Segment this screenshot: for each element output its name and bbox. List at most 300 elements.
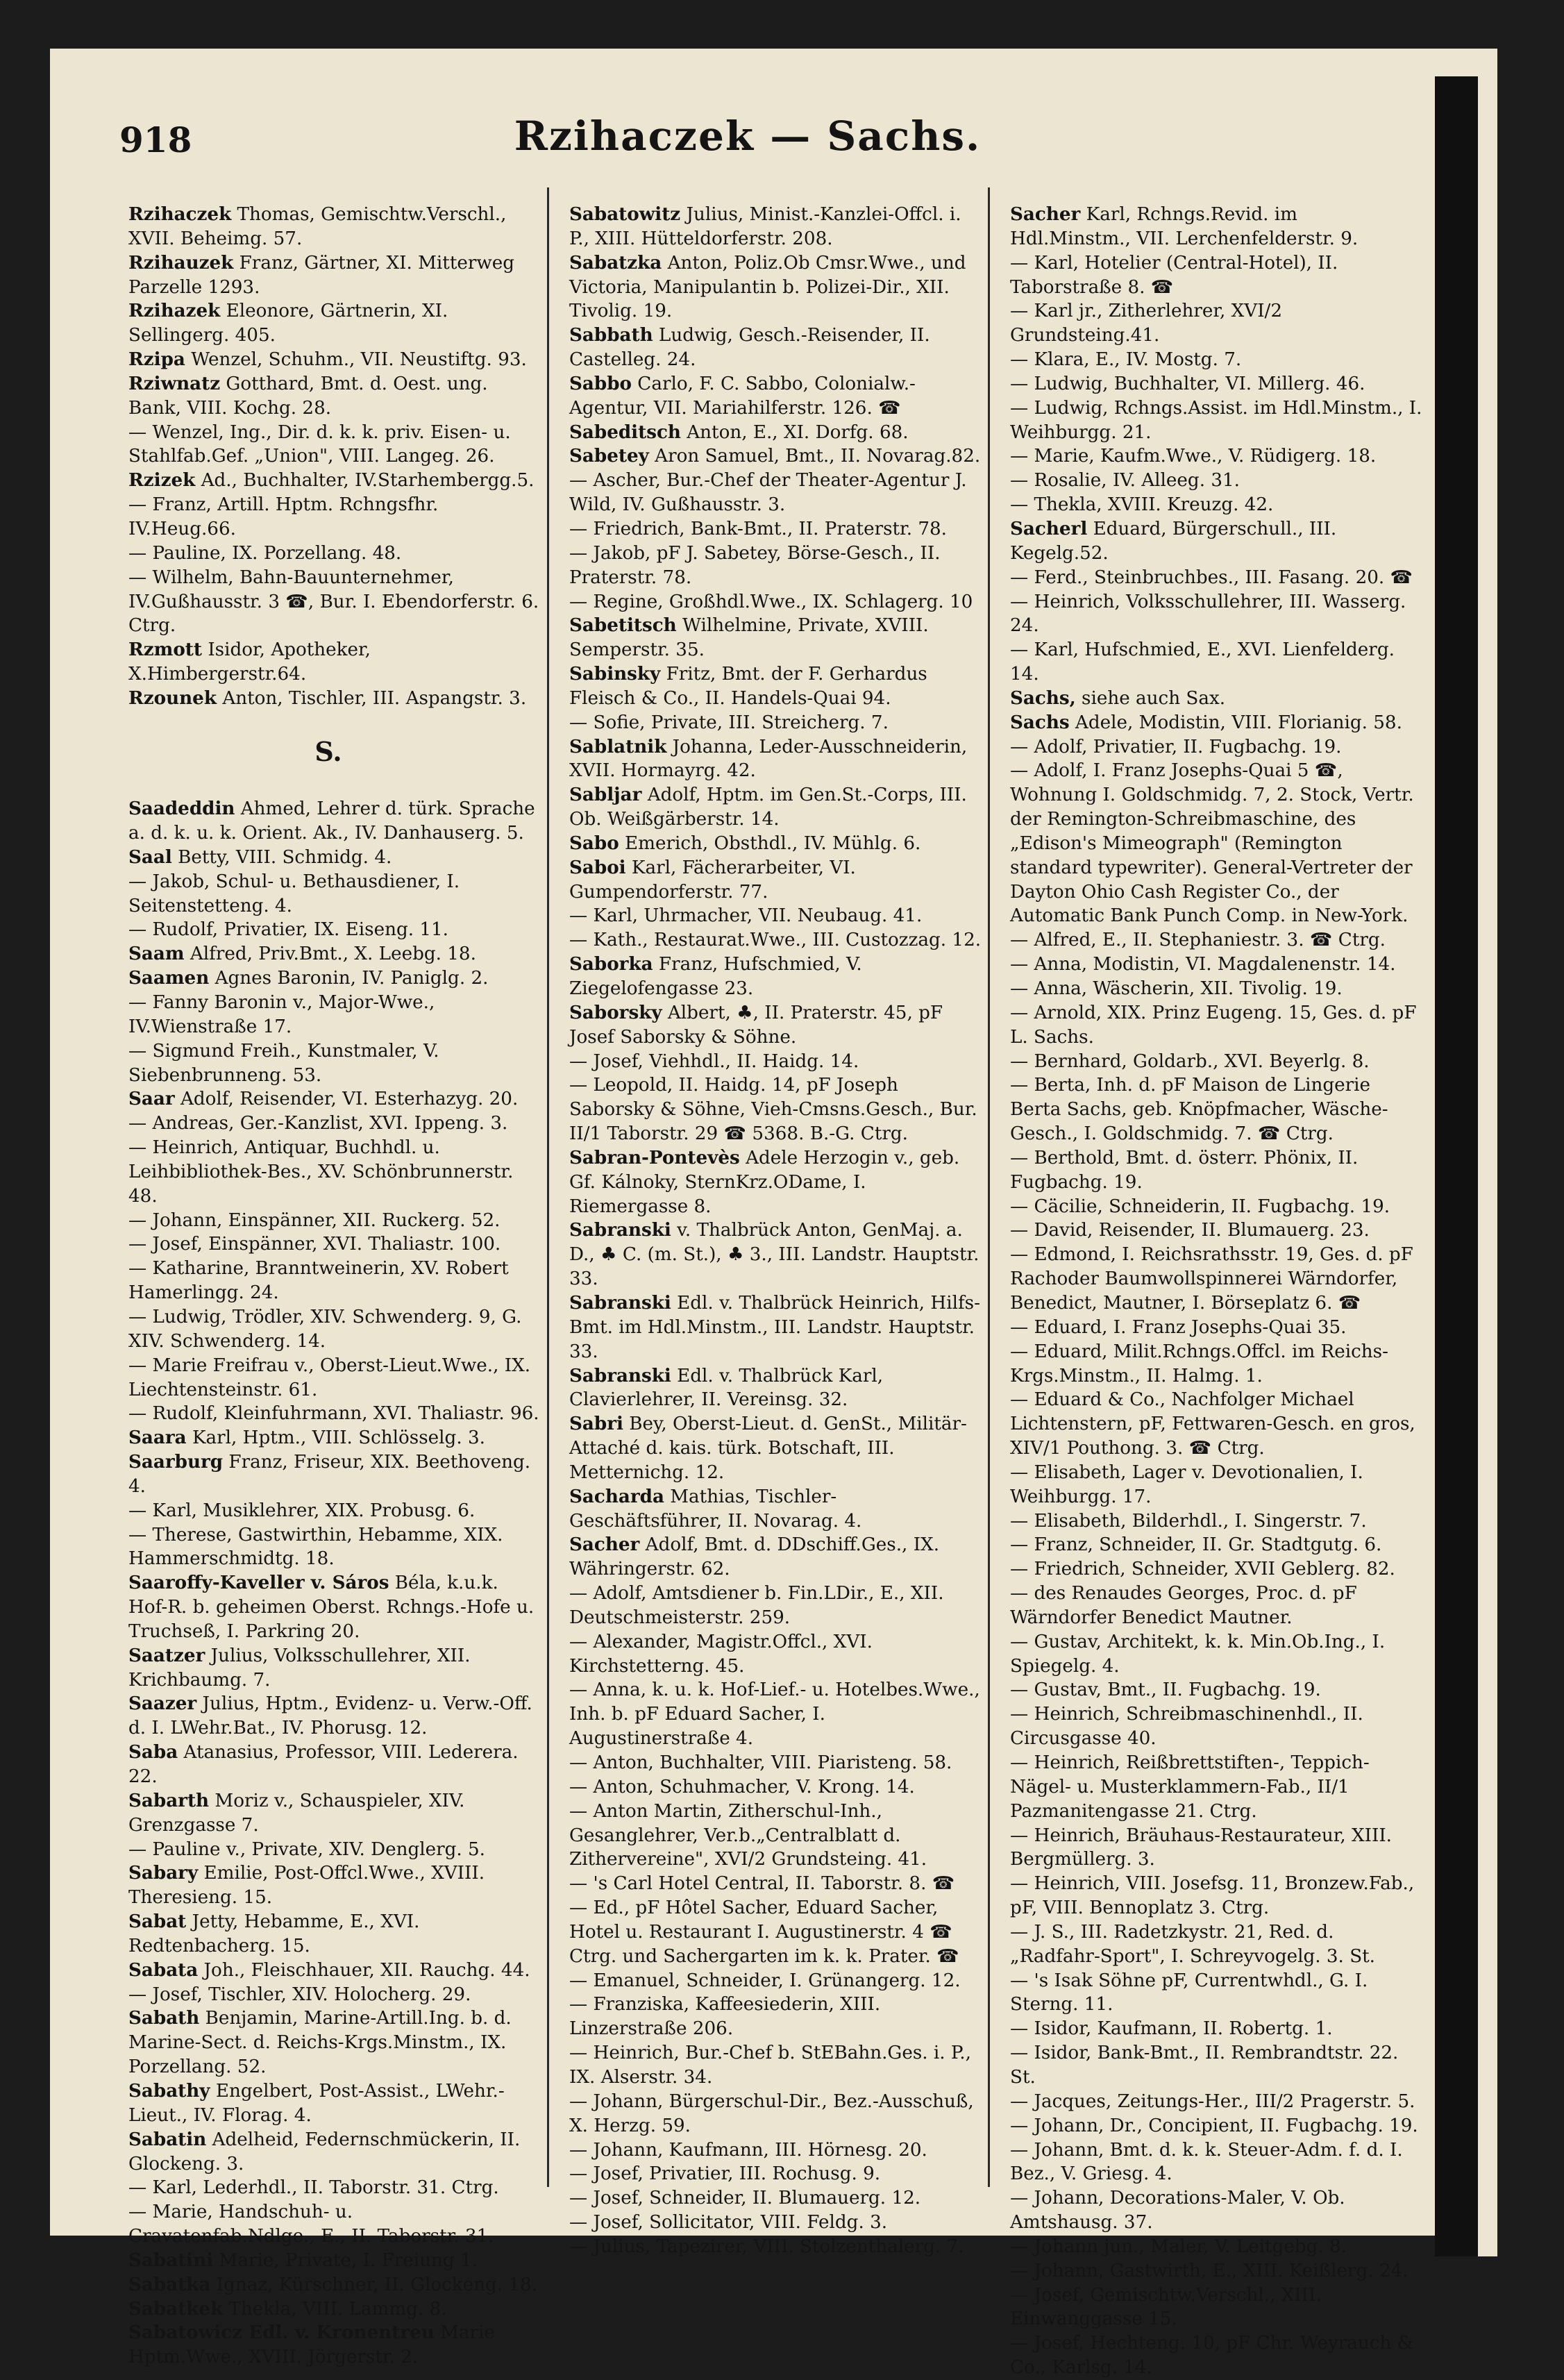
entry-details: — Josef, Hechteng. 10, pF Chr. Weyrauch & Co., Karlsg. 14. <box>1010 2333 1413 2379</box>
directory-entry <box>998 638 1422 687</box>
entry-details: — Heinrich, Antiquar, Buchhdl. u. Leihbibliothek-Bes., XV. Schönbrunnerstr. 48. <box>128 1137 514 1207</box>
directory-entry <box>116 542 541 566</box>
entry-details: — Alfred, E., II. Stephaniestr. 3. ☎ Ctrg. <box>1010 930 1386 951</box>
directory-entry <box>116 2249 541 2273</box>
entry-details: Eduard, Bürgerschull., III. Kegelg.52. <box>1010 518 1337 564</box>
entry-details: Bey, Oberst-Lieut. d. GenSt., Militär-Attaché d. kais. türk. Botschaft, III. Metternichg. 12. <box>569 1414 967 1483</box>
entry-details: — Elisabeth, Bilderhdl., I. Singerstr. 7. <box>1010 1510 1367 1532</box>
directory-entry <box>116 1741 541 1789</box>
entry-surname: Sabarth <box>128 1789 210 1811</box>
directory-entry <box>557 1582 982 1630</box>
entry-details: — Pauline, IX. Porzellang. 48. <box>128 542 402 564</box>
directory-entry <box>557 953 982 1001</box>
directory-entry <box>116 2297 541 2322</box>
entry-details: — Johann jun., Maler, V. Leitgebg. 8. <box>1010 2236 1347 2257</box>
directory-entry <box>998 2235 1422 2259</box>
entry-details: Edl. v. Thalbrück Heinrich, Hilfs-Bmt. im Hdl.Minstm., III. Landstr. Hauptstr. 33. <box>569 1292 980 1362</box>
entry-details: Isidor, Apotheker, X.Himbergerstr.64. <box>128 639 371 685</box>
directory-entry <box>998 735 1422 760</box>
entry-details: Alfred, Priv.Bmt., X. Leebg. 18. <box>184 944 476 965</box>
entry-surname: Sabatka <box>128 2273 211 2295</box>
directory-entry <box>998 711 1422 735</box>
column-1 <box>116 203 541 2368</box>
entry-surname: Sacher <box>569 1534 640 1556</box>
entry-details: — Adolf, Amtsdiener b. Fin.LDir., E., XII. Deutschmeisterstr. 259. <box>569 1583 944 1628</box>
entry-details: — Karl, Hufschmied, E., XVI. Lienfelderg. 14. <box>1010 639 1395 685</box>
entry-surname: Sabljar <box>569 784 642 806</box>
directory-entry <box>998 517 1422 566</box>
directory-entry <box>998 687 1422 711</box>
directory-entry <box>998 1751 1422 1824</box>
entry-surname: Sabatini <box>128 2249 214 2271</box>
directory-entry <box>116 2321 541 2370</box>
entry-surname: Saarburg <box>128 1451 224 1473</box>
entry-details: Julius, Hptm., Evidenz- u. Verw.-Off. d. I. LWehr.Bat., IV. Phorusg. 12. <box>128 1693 532 1739</box>
directory-entry <box>116 2006 541 2079</box>
entry-details: — Katharine, Branntweinerin, XV. Robert Hamerlingg. 24. <box>128 1258 509 1304</box>
entry-details: — Josef, Schneider, II. Blumauerg. 12. <box>569 2188 921 2209</box>
directory-entry <box>557 1001 982 1050</box>
directory-entry <box>557 662 982 711</box>
directory-entry <box>557 1630 982 1679</box>
entry-surname: Saatzer <box>128 1644 205 1666</box>
entry-details: — Heinrich, Reißbrettstiften-, Teppich-Nägel- u. Musterklammern-Fab., II/1 Pazmanitengasse 21. Ctrg. <box>1010 1752 1370 1822</box>
entry-details: Anton, Tischler, III. Aspangstr. 3. <box>217 687 527 709</box>
entry-details: Emilie, Post-Offcl.Wwe., XVIII. Theresieng. 15. <box>128 1863 485 1909</box>
entry-details: Gotthard, Bmt. d. Oest. ung. Bank, VIII. Kochg. 28. <box>128 373 488 419</box>
entry-details: — Wilhelm, Bahn-Bauunternehmer, IV.Gußhausstr. 3 ☎, Bur. I. Ebendorferstr. 6. Ctrg. <box>128 567 539 637</box>
entry-details: v. Thalbrück Anton, GenMaj. a. D., ♣ C. (m. St.), ♣ 3., III. Landstr. Hauptstr. 33. <box>569 1220 979 1290</box>
entry-surname: Sabranski <box>569 1291 671 1314</box>
running-head: Rzihaczek — Sachs. <box>514 112 982 160</box>
directory-entry <box>116 870 541 919</box>
entry-details: — Gustav, Bmt., II. Fugbachg. 19. <box>1010 1679 1321 1701</box>
entry-details: Franz, Gärtner, XI. Mitterweg Parzelle 1293. <box>128 252 515 298</box>
entry-details: Ahmed, Lehrer d. türk. Sprache a. d. k. u. k. Orient. Ak., IV. Danhauserg. 5. <box>128 798 535 844</box>
entry-details: Wenzel, Schuhm., VII. Neustiftg. 93. <box>185 349 527 371</box>
directory-entry <box>998 2090 1422 2114</box>
entry-surname: Sabatzka <box>569 251 662 274</box>
directory-entry <box>116 991 541 1039</box>
entry-details: Anton, Poliz.Ob Cmsr.Wwe., und Victoria, Manipulantin b. Polizei-Dir., XII. Tivolig. 19. <box>569 252 966 322</box>
entry-details: — Heinrich, Bur.-Chef b. StEBahn.Ges. i. P., IX. Alserstr. 34. <box>569 2043 971 2088</box>
directory-entry <box>998 2138 1422 2187</box>
entry-surname: Sabetey <box>569 445 649 467</box>
entry-surname: Sabbath <box>569 324 653 346</box>
directory-entry <box>998 1678 1422 1702</box>
entry-surname: Rzihauzek <box>128 251 234 274</box>
entry-surname: Saar <box>128 1088 175 1110</box>
entry-details: — Anna, k. u. k. Hof-Lief.- u. Hotelbes.Wwe., Inh. b. pF Eduard Sacher, I. Augustinerstraße 4. <box>569 1679 980 1750</box>
entry-details: — Ludwig, Buchhalter, VI. Millerg. 46. <box>1010 373 1365 394</box>
entry-details: — Cäcilie, Schneiderin, II. Fugbachg. 19. <box>1010 1196 1390 1217</box>
directory-entry <box>116 2079 541 2128</box>
entry-details: Johanna, Leder-Ausschneiderin, XVII. Hormayrg. 42. <box>569 736 968 782</box>
directory-entry <box>557 324 982 372</box>
directory-entry <box>116 566 541 639</box>
entry-details: — Isidor, Bank-Bmt., II. Rembrandtstr. 22. St. <box>1010 2043 1399 2088</box>
directory-entry <box>557 1678 982 1751</box>
entry-details: — Rudolf, Kleinfuhrmann, XVI. Thaliastr. 96. <box>128 1403 539 1425</box>
entry-details: — Johann, Bürgerschul-Dir., Bez.-Ausschuß, X. Herzg. 59. <box>569 2090 974 2136</box>
entry-details: Engelbert, Post-Assist., LWehr.-Lieut., IV. Florag. 4. <box>128 2080 505 2126</box>
entry-details: Jetty, Hebamme, E., XVI. Redtenbacherg. 15. <box>128 1911 420 1956</box>
entry-surname: Saadeddin <box>128 798 235 820</box>
entry-surname: Sabinsky <box>569 663 661 685</box>
entry-details: — Josef, Privatier, III. Rochusg. 9. <box>569 2163 881 2185</box>
directory-entry <box>557 590 982 614</box>
entry-details: — Friedrich, Bank-Bmt., II. Praterstr. 78. <box>569 518 947 539</box>
section-heading: S. <box>314 735 342 767</box>
entry-details: Franz, Friseur, XIX. Beethoveng. 4. <box>128 1452 531 1497</box>
directory-entry <box>998 590 1422 639</box>
entry-details: — Rudolf, Privatier, IX. Eiseng. 11. <box>128 919 449 941</box>
entry-details: — Johann, Kaufmann, III. Hörnesg. 20. <box>569 2139 927 2161</box>
entry-surname: Saba <box>128 1741 178 1763</box>
entry-details: — Karl, Hotelier (Central-Hotel), II. Taborstraße 8. ☎ <box>1010 252 1338 298</box>
directory-entry <box>998 1195 1422 1219</box>
entry-details: Marie Hptm.Wwe., XVIII. Jörgerstr. 2. <box>128 2322 495 2368</box>
directory-entry <box>116 372 541 421</box>
entry-details: — Therese, Gastwirthin, Hebamme, XIX. Hammerschmidtg. 18. <box>128 1524 503 1570</box>
entry-details: — Johann, Einspänner, XII. Ruckerg. 52. <box>128 1209 501 1231</box>
entry-details: Moriz v., Schauspieler, XIV. Grenzgasse 7. <box>128 1790 465 1836</box>
entry-details: — Isidor, Kaufmann, II. Robertg. 1. <box>1010 2018 1333 2040</box>
entry-surname: Saborka <box>569 953 653 975</box>
directory-entry <box>557 928 982 953</box>
directory-entry <box>116 1983 541 2007</box>
entry-details: — Julius, Tapezirer, VIII. Stolzenthalerg. 7. <box>569 2236 964 2257</box>
entry-details: — Berta, Inh. d. pF Maison de Lingerie Berta Sachs, geb. Knöpfmacher, Wäsche-Gesch., I. Goldschmidg. 7. ☎ Ctrg. <box>1010 1075 1388 1145</box>
directory-entry <box>998 2114 1422 2138</box>
entry-details: Julius, Volksschullehrer, XII. Krichbaumg. 7. <box>128 1645 471 1691</box>
directory-entry <box>116 1402 541 1426</box>
directory-entry <box>998 2041 1422 2090</box>
page-header <box>50 111 1445 174</box>
entry-details: Adele, Modistin, VIII. Florianig. 58. <box>1069 712 1402 733</box>
directory-entry <box>557 421 982 445</box>
entry-surname: Sabary <box>128 1862 199 1884</box>
directory-entry <box>557 1364 982 1413</box>
directory-entry <box>116 1305 541 1354</box>
page-number: 918 <box>119 119 192 160</box>
directory-entry <box>998 348 1422 372</box>
entry-surname: Rzipa <box>128 349 185 371</box>
directory-entry <box>557 1073 982 1146</box>
directory-entry <box>557 2162 982 2186</box>
entry-details: — Johann, Bmt. d. k. k. Steuer-Adm. f. d. I. Bez., V. Griesg. 4. <box>1010 2139 1403 2185</box>
directory-entry <box>557 735 982 784</box>
entry-details: Betty, VIII. Schmidg. 4. <box>171 846 392 868</box>
directory-entry <box>116 1136 541 1209</box>
directory-entry <box>557 904 982 928</box>
directory-entry <box>557 517 982 542</box>
directory-entry <box>998 928 1422 953</box>
directory-page <box>50 49 1497 2379</box>
directory-entry <box>116 1257 541 1305</box>
entry-details: — Anton Martin, Zitherschul-Inh., Gesanglehrer, Ver.b.„Centralblatt d. Zithervereine", XVI/2 Grundsteing. 41. <box>569 1800 927 1870</box>
entry-details: — Heinrich, VIII. Josefsg. 11, Bronzew.Fab., pF, VIII. Bennoplatz 3. Ctrg. <box>1010 1873 1415 1919</box>
entry-details: Adolf, Bmt. d. DDschiff.Ges., IX. Währingerstr. 62. <box>569 1534 940 1580</box>
entry-surname: Rzihaczek <box>128 203 232 225</box>
entry-details: Albert, ♣, II. Praterstr. 45, pF Josef Saborsky & Söhne. <box>569 1002 943 1048</box>
directory-entry <box>998 1001 1422 1050</box>
entry-details: Eleonore, Gärtnerin, XI. Sellingerg. 405. <box>128 301 448 346</box>
entry-surname: Rzihazek <box>128 300 221 322</box>
directory-entry <box>116 1087 541 1112</box>
directory-entry <box>557 1533 982 1582</box>
entry-details: — Ludwig, Rchngs.Assist. im Hdl.Minstm., I. Weihburgg. 21. <box>1010 397 1422 443</box>
entry-surname: Sabata <box>128 1959 199 1981</box>
entry-details: — Gustav, Architekt, k. k. Min.Ob.Ing., I. Spiegelg. 4. <box>1010 1631 1386 1677</box>
entry-details: — Heinrich, Schreibmaschinenhdl., II. Circusgasse 40. <box>1010 1704 1363 1750</box>
entry-surname: Saaroffy-Kaveller v. Sáros <box>128 1572 389 1594</box>
entry-details: — 's Isak Söhne pF, Currentwhdl., G. I. Sterng. 11. <box>1010 1970 1368 2016</box>
entry-details: — Emanuel, Schneider, I. Grünangerg. 12. <box>569 1970 961 1991</box>
directory-entry <box>998 953 1422 977</box>
entry-details: — Heinrich, Bräuhaus-Restaurateur, XIII. Bergmüllerg. 3. <box>1010 1825 1393 1870</box>
directory-entry <box>998 2259 1422 2283</box>
entry-details: — Karl, Uhrmacher, VII. Neubaug. 41. <box>569 905 923 927</box>
entry-details: — Leopold, II. Haidg. 14, pF Joseph Saborsky & Söhne, Vieh-Cmsns.Gesch., Bur. II/1 Taborstr. 29 ☎ 5368. B.-G. Ctrg. <box>569 1075 977 1145</box>
column-3 <box>998 203 1422 2379</box>
entry-details: Adelheid, Federnschmückerin, II. Glockeng. 3. <box>128 2129 521 2174</box>
directory-entry <box>557 1291 982 1364</box>
adjacent-page-strip <box>1478 76 1497 2256</box>
directory-entry <box>557 856 982 905</box>
entry-details: — Johann, Gastwirth, E., XIII. Keißlerg. 24. <box>1010 2260 1409 2281</box>
entry-details: — Kath., Restaurat.Wwe., III. Custozzag. 12. <box>569 930 982 951</box>
directory-entry <box>998 1630 1422 1679</box>
directory-entry <box>116 1910 541 1959</box>
entry-details: — Alexander, Magistr.Offcl., XVI. Kirchstetterng. 45. <box>569 1631 873 1677</box>
entry-details: Ludwig, Gesch.-Reisender, II. Castelleg. 24. <box>569 325 930 371</box>
entry-details: Carlo, F. C. Sabbo, Colonialw.-Agentur, VII. Mariahilferstr. 126. ☎ <box>569 373 916 419</box>
entry-details: Ignaz, Kürschner, II. Glockeng. 18. <box>210 2274 538 2295</box>
directory-entry <box>998 1533 1422 1557</box>
entry-details: — Eduard, I. Franz Josephs-Quai 35. <box>1010 1316 1347 1338</box>
entry-surname: Sabran-Pontevès <box>569 1146 740 1168</box>
entry-details: — Sigmund Freih., Kunstmaler, V. Siebenbrunneng. 53. <box>128 1040 439 1086</box>
directory-entry <box>116 203 541 251</box>
entry-surname: Sabranski <box>569 1219 671 1241</box>
entry-surname: Rzmott <box>128 639 203 661</box>
directory-entry <box>557 1751 982 1775</box>
entry-details: Adolf, Hptm. im Gen.St.-Corps, III. Ob. Weißgärberstr. 14. <box>569 785 967 830</box>
directory-entry <box>557 2138 982 2163</box>
entry-details: Thomas, Gemischtw.Verschl., XVII. Beheimg. 57. <box>128 204 507 249</box>
entry-details: — Karl jr., Zitherlehrer, XVI/2 Grundsteing.41. <box>1010 301 1283 346</box>
directory-entry <box>998 251 1422 300</box>
entry-details: — Fanny Baronin v., Major-Wwe., IV.Wienstraße 17. <box>128 992 435 1037</box>
directory-entry <box>116 1039 541 1088</box>
column-2 <box>557 203 982 2257</box>
directory-entry <box>998 1050 1422 1074</box>
directory-entry <box>116 1523 541 1572</box>
entry-surname: Sabeditsch <box>569 421 681 443</box>
entry-surname: Sabatin <box>128 2128 207 2150</box>
directory-entry <box>557 614 982 662</box>
column-rule <box>988 187 990 2187</box>
entry-details: Mathias, Tischler-Geschäftsführer, II. Novarag. 4. <box>569 1486 862 1532</box>
entry-surname: Rzizek <box>128 469 196 492</box>
entry-details: — Heinrich, Volksschullehrer, III. Wasserg. 24. <box>1010 591 1406 637</box>
directory-entry <box>998 372 1422 396</box>
directory-entry <box>116 638 541 687</box>
entry-details: Karl, Rchngs.Revid. im Hdl.Minstm., VII. Lerchenfelderstr. 9. <box>1010 204 1359 249</box>
directory-entry <box>116 2176 541 2200</box>
entry-details: — Eduard, Milit.Rchngs.Offcl. im Reichs-Krgs.Minstm., II. Halmg. 1. <box>1010 1341 1388 1386</box>
directory-entry <box>557 1485 982 1534</box>
entry-details: — Jacques, Zeitungs-Her., III/2 Pragerstr. 5. <box>1010 2090 1415 2112</box>
entry-details: Fritz, Bmt. der F. Gerhardus Fleisch & Co., II. Handels-Quai 94. <box>569 664 927 709</box>
directory-entry <box>116 2128 541 2177</box>
directory-entry <box>557 2041 982 2090</box>
directory-entry <box>998 1582 1422 1630</box>
entry-details: Ad., Buchhalter, IV.Starhembergg.5. <box>195 470 535 492</box>
directory-entry <box>116 493 541 542</box>
entry-details: — Thekla, XVIII. Kreuzg. 42. <box>1010 494 1274 516</box>
directory-entry <box>998 1969 1422 2018</box>
entry-details: — Johann, Decorations-Maler, V. Ob. Amtshausg. 37. <box>1010 2188 1345 2234</box>
directory-entry <box>116 942 541 966</box>
entry-details: Anton, E., XI. Dorfg. 68. <box>680 421 909 443</box>
directory-entry <box>116 1426 541 1450</box>
entry-details: — Franziska, Kaffeesiederin, XIII. Linzerstraße 206. <box>569 1994 881 2040</box>
directory-entry <box>557 711 982 735</box>
directory-entry <box>557 1218 982 1291</box>
directory-entry <box>116 2200 541 2249</box>
entry-details: — Marie, Handschuh- u. Cravatenfab.Ndlge., E., II. Taborstr. 31. <box>128 2202 494 2247</box>
entry-details: — Berthold, Bmt. d. österr. Phönix, II. Fugbachg. 19. <box>1010 1147 1359 1193</box>
column-rule <box>547 187 549 2187</box>
directory-entry <box>116 1789 541 1838</box>
entry-details: Béla, k.u.k. Hof-R. b. geheimen Oberst. Rchngs.-Hofe u. Truchseß, I. Parkring 20. <box>128 1573 535 1642</box>
directory-entry <box>557 1969 982 1993</box>
directory-entry <box>557 1775 982 1800</box>
entry-surname: Sabath <box>128 2007 200 2029</box>
entry-surname: Sabranski <box>569 1364 671 1386</box>
entry-details: — Josef, Sollicitator, VIII. Feldg. 3. <box>569 2212 888 2234</box>
directory-entry <box>998 2283 1422 2332</box>
entry-surname: Saboi <box>569 856 626 878</box>
directory-entry <box>998 1316 1422 1340</box>
directory-entry <box>557 203 982 251</box>
entry-details: — des Renaudes Georges, Proc. d. pF Wärndorfer Benedict Mautner. <box>1010 1583 1357 1628</box>
entry-surname: Sabatowitz <box>569 203 681 225</box>
directory-entry <box>998 396 1422 445</box>
entry-details: — Marie, Kaufm.Wwe., V. Rüdigerg. 18. <box>1010 446 1377 467</box>
entry-details: — Bernhard, Goldarb., XVI. Beyerlg. 8. <box>1010 1050 1370 1072</box>
directory-entry <box>116 1499 541 1523</box>
entry-details: Karl, Hptm., VIII. Schlösselg. 3. <box>186 1427 485 1449</box>
directory-entry <box>116 1838 541 1862</box>
directory-entry <box>998 1340 1422 1389</box>
entry-details: Adele Herzogin v., geb. Gf. Kálnoky, SternKrz.ODame, I. Riemergasse 8. <box>569 1147 960 1217</box>
directory-entry <box>998 1702 1422 1751</box>
directory-entry <box>998 203 1422 251</box>
entry-details: — Elisabeth, Lager v. Devotionalien, I. Weihburgg. 17. <box>1010 1461 1363 1507</box>
directory-entry <box>116 1232 541 1257</box>
entry-surname: Sabatkek <box>128 2297 224 2320</box>
directory-entry <box>998 1218 1422 1243</box>
entry-details: — Jakob, pF J. Sabetey, Börse-Gesch., II. Praterstr. 78. <box>569 542 941 588</box>
entry-surname: Sabetitsch <box>569 614 677 637</box>
directory-entry <box>557 1146 982 1219</box>
directory-entry <box>116 687 541 711</box>
entry-details: — Ferd., Steinbruchbes., III. Fasang. 20. ☎ <box>1010 567 1413 588</box>
entry-details: Adolf, Reisender, VI. Esterhazyg. 20. <box>174 1089 519 1110</box>
entry-details: Karl, Fächerarbeiter, VI. Gumpendorferstr. 77. <box>569 857 856 903</box>
directory-entry <box>116 251 541 300</box>
entry-surname: Sacherl <box>1010 517 1088 539</box>
entry-details: Atanasius, Professor, VIII. Lederera. 22. <box>128 1742 519 1787</box>
entry-details: Edl. v. Thalbrück Karl, Clavierlehrer, II. Vereinsg. 32. <box>569 1365 884 1411</box>
entry-details: — Anton, Buchhalter, VIII. Piaristeng. 58. <box>569 1752 952 1773</box>
entry-details: — Ascher, Bur.-Chef der Theater-Agentur J. Wild, IV. Gußhausstr. 3. <box>569 470 967 516</box>
entry-details: — Regine, Großhdl.Wwe., IX. Schlagerg. 10 <box>569 591 973 612</box>
entry-details: — 's Carl Hotel Central, II. Taborstr. 8. ☎ <box>569 1873 955 1895</box>
entry-details: — Arnold, XIX. Prinz Eugeng. 15, Ges. d. pF L. Sachs. <box>1010 1002 1417 1048</box>
directory-entry <box>998 469 1422 493</box>
directory-entry <box>557 251 982 324</box>
directory-entry <box>116 421 541 469</box>
entry-details: — Josef, Gemischtw.Verschl., XIII. Einwanggasse 15. <box>1010 2284 1322 2330</box>
entry-surname: Sabbo <box>569 372 632 394</box>
directory-entry <box>998 1388 1422 1461</box>
entry-surname: Sabatowicz Edl. v. Kronentreu <box>128 2322 435 2344</box>
entry-surname: Sabathy <box>128 2079 210 2102</box>
entry-details: — Karl, Lederhdl., II. Taborstr. 31. Ctrg. <box>128 2177 499 2199</box>
directory-entry <box>116 1692 541 1741</box>
entry-details: — Marie Freifrau v., Oberst-Lieut.Wwe., IX. Liechtensteinstr. 61. <box>128 1355 531 1400</box>
entry-surname: Sachs, <box>1010 687 1076 709</box>
entry-surname: Saborsky <box>569 1001 662 1023</box>
directory-entry <box>998 1557 1422 1582</box>
entry-details: — Ludwig, Trödler, XIV. Schwenderg. 9, G. XIV. Schwenderg. 14. <box>128 1306 522 1352</box>
entry-details: — Karl, Musiklehrer, XIX. Probusg. 6. <box>128 1500 476 1521</box>
entry-surname: Sablatnik <box>569 735 667 757</box>
directory-entry <box>116 348 541 372</box>
entry-details: — Klara, E., IV. Mostg. 7. <box>1010 349 1242 371</box>
entry-details: — Adolf, I. Franz Josephs-Quai 5 ☎, Wohnung I. Goldschmidg. 7, 2. Stock, Vertr. der Remington-Schreibmaschine, des „Edison's Mimeograph" (Remington standard typewriter). General-Vertreter der Dayton Ohio Cash Register Co., der Automatic Bank Punch Comp. in New-York. <box>1010 760 1414 927</box>
directory-entry <box>998 1824 1422 1872</box>
directory-entry <box>116 918 541 942</box>
entry-surname: Saal <box>128 846 172 868</box>
directory-entry <box>116 1959 541 1983</box>
directory-entry <box>998 2331 1422 2380</box>
directory-entry <box>557 372 982 421</box>
directory-entry <box>116 2273 541 2297</box>
entry-details: — Rosalie, IV. Alleeg. 31. <box>1010 470 1240 492</box>
entry-surname: Sacher <box>1010 203 1081 225</box>
entry-details: siehe auch Sax. <box>1075 687 1226 709</box>
directory-entry <box>557 2186 982 2211</box>
directory-entry <box>557 1993 982 2041</box>
entry-details: Wilhelmine, Private, XVIII. Semperstr. 35. <box>569 615 929 661</box>
directory-entry <box>116 1209 541 1233</box>
entry-details: — Wenzel, Ing., Dir. d. k. k. priv. Eisen- u. Stahlfab.Gef. „Union", VIII. Langeg. 26. <box>128 421 511 467</box>
directory-entry <box>557 783 982 832</box>
directory-entry <box>557 542 982 590</box>
directory-entry <box>998 1872 1422 1920</box>
entry-details: — Anna, Wäscherin, XII. Tivolig. 19. <box>1010 978 1343 999</box>
entry-details: Marie, Private, I. Freiung 1. <box>213 2249 478 2271</box>
directory-entry <box>998 2186 1422 2235</box>
entry-details: Agnes Baronin, IV. Paniglg. 2. <box>209 968 489 989</box>
directory-entry <box>116 966 541 991</box>
directory-entry <box>116 797 541 846</box>
